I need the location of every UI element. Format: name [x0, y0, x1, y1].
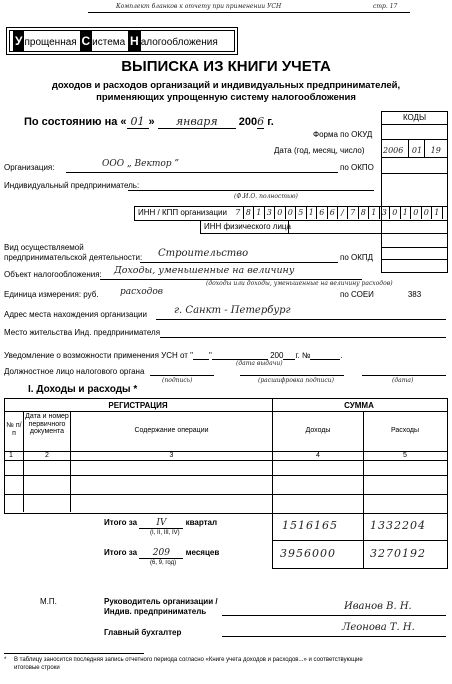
col-content-header: Содержание операции — [134, 427, 209, 434]
total-quarter-unit: квартал — [185, 518, 218, 527]
inn-person-divider — [288, 220, 289, 233]
usn-logo — [6, 27, 238, 55]
inn-digit-cell: 0 — [275, 206, 286, 219]
col-income-index: 4 — [316, 452, 320, 459]
as-of-label: По состоянию на — [24, 116, 118, 128]
total-period-unit: месяцев — [185, 548, 220, 557]
organization-value: ООО „ Вектор ” — [102, 159, 180, 169]
kpp-digit-cell: 1 — [401, 206, 412, 219]
notice-line: Уведомление о возможности применения УСН от " " 200 г. № . — [4, 351, 343, 360]
official-name-hint: (расшифровка подписи) — [258, 377, 334, 384]
date-divider — [424, 139, 425, 157]
head-label-2: Индив. предприниматель — [104, 607, 207, 616]
inn-digit-cell: 1 — [307, 206, 318, 219]
inn-digit-cell: 8 — [244, 206, 255, 219]
inn-digit-cell: 6 — [328, 206, 339, 219]
official-sign-hint: (подпись) — [162, 377, 193, 384]
inn-digit-cell: 0 — [286, 206, 297, 219]
total-quarter-expense: 1332204 — [370, 519, 426, 532]
notice-number-field[interactable] — [310, 350, 340, 360]
inn-digit-cell: 7 — [233, 206, 244, 219]
total-quarter-label: Итого за — [104, 518, 138, 527]
date-code-month: 01 — [411, 146, 423, 155]
accountant-signature-field[interactable] — [222, 622, 446, 637]
address-field[interactable] — [156, 305, 446, 320]
date-divider — [408, 139, 409, 157]
col-expense-header: Расходы — [390, 427, 420, 434]
totals-rule — [363, 512, 364, 568]
soei-label: по СОЕИ — [340, 290, 374, 299]
as-of-year-digit[interactable]: 6 — [257, 115, 265, 128]
as-of-date-line — [24, 115, 274, 129]
entrepreneur-label: Индивидуальный предприниматель: — [4, 181, 140, 190]
activity-field[interactable] — [140, 248, 338, 263]
official-signature-field[interactable] — [150, 365, 214, 376]
total-period-income: 3956000 — [280, 547, 336, 560]
logo-word-3: алогообложения — [140, 37, 218, 48]
tax-object-field[interactable] — [100, 265, 362, 280]
kpp-digit-cell: 0 — [390, 206, 401, 219]
soei-value: 383 — [407, 290, 422, 299]
codes-divider — [381, 173, 448, 174]
inn-digit-cell: 3 — [265, 206, 276, 219]
head-label-1: Руководитель организации / — [104, 597, 218, 606]
footnote-line-2: итоговые строки — [14, 665, 60, 671]
logo-letter-s: С — [80, 31, 93, 51]
col-income-header: Доходы — [305, 427, 331, 434]
organization-label: Организация: — [4, 163, 55, 172]
kpp-digit-cell: 1 — [369, 206, 380, 219]
inn-kpp-separator: / — [338, 206, 348, 219]
registration-header: РЕГИСТРАЦИЯ — [108, 401, 168, 410]
notice-hint: (дата выдачи) — [236, 360, 283, 367]
sum-header: СУММА — [344, 401, 374, 410]
totals-rule — [272, 540, 448, 541]
codes-header: КОДЫ — [381, 111, 448, 125]
inn-kpp-label: ИНН / КПП организации — [138, 208, 227, 217]
footnote-rule — [4, 653, 144, 654]
address-value: г. Санкт - Петербург — [174, 305, 291, 316]
document-subtitle-1: доходов и расходов организаций и индивидуальных предпринимателей, — [51, 80, 401, 91]
kpp-digit-cell: 3 — [380, 206, 391, 219]
section-title — [28, 384, 137, 395]
logo-letter-n: Н — [128, 31, 141, 51]
entrepreneur-field[interactable] — [128, 179, 374, 191]
notice-number-sign: № — [301, 351, 311, 360]
total-period-label: Итого за — [104, 548, 138, 557]
tax-object-value-1: Доходы, уменьшенные на величину — [114, 265, 295, 276]
kpp-digit-cell: 8 — [359, 206, 370, 219]
notice-year-field[interactable] — [283, 350, 295, 360]
notice-quote: " — [209, 351, 212, 360]
activity-label-2: предпринимательской деятельности: — [4, 253, 143, 262]
footnote-star: * — [4, 657, 7, 663]
col-number-header: № п/п — [6, 422, 22, 437]
notice-label: Уведомление о возможности применения УСН от " — [4, 351, 194, 360]
codes-divider — [381, 259, 448, 260]
as-of-open-quote: « — [120, 116, 127, 128]
col-content-index: 3 — [169, 452, 174, 459]
inn-digit-cell: 1 — [254, 206, 265, 219]
total-quarter-income: 1516165 — [282, 519, 338, 532]
kpp-digit-cell: 0 — [411, 206, 422, 219]
accountant-label: Главный бухгалтер — [104, 628, 182, 637]
header-page-number: стр. 17 — [373, 3, 398, 10]
kpp-digit-cell: 0 — [422, 206, 433, 219]
official-name-field[interactable] — [240, 365, 344, 376]
stamp-place: М.П. — [40, 597, 57, 606]
total-period-value[interactable]: 209 — [139, 548, 183, 559]
unit-label: Единица измерения: руб. — [4, 290, 99, 299]
total-period-hint: (6, 9, год) — [150, 560, 177, 566]
head-signature: Иванов В. Н. — [344, 601, 412, 612]
tax-object-label: Объект налогообложения: — [4, 270, 102, 279]
logo-letter-u: У — [13, 31, 24, 51]
notice-year-suffix: г. — [295, 351, 300, 360]
as-of-year-prefix: 200 — [238, 116, 258, 128]
tax-object-value-2: расходов — [120, 287, 164, 297]
head-signature-field[interactable] — [222, 601, 446, 616]
notice-month-field[interactable] — [212, 350, 268, 360]
total-quarter-row — [104, 518, 217, 529]
official-date-hint: (дата) — [392, 377, 414, 384]
total-period-expense: 3270192 — [370, 547, 426, 560]
inn-digit-cell: 5 — [296, 206, 307, 219]
okpd-label: по ОКПД — [340, 253, 374, 262]
official-label: Должностное лицо налогового органа — [4, 367, 145, 376]
total-quarter-hint: (I, II, III, IV) — [150, 530, 180, 536]
section-star: * — [133, 384, 138, 395]
date-code-label: Дата (год, месяц, число) — [274, 146, 365, 155]
activity-label-1: Вид осуществляемой — [4, 243, 84, 252]
official-date-field[interactable] — [362, 365, 446, 376]
col-number-index: 1 — [9, 452, 13, 459]
header-rule — [88, 12, 410, 13]
inn-digit-cell: 6 — [317, 206, 328, 219]
as-of-year-suffix: г. — [267, 116, 274, 128]
codes-divider — [381, 247, 448, 248]
codes-divider — [381, 157, 448, 158]
document-subtitle-2: применяющих упрощенную систему налогообложения — [96, 92, 356, 103]
logo-word-2: истема — [92, 37, 126, 48]
date-code-value[interactable] — [383, 146, 441, 155]
col-expense-index: 5 — [403, 452, 407, 459]
kpp-digit-cell: 7 — [348, 206, 359, 219]
document-title: ВЫПИСКА ИЗ КНИГИ УЧЕТА — [121, 58, 331, 75]
section-title-text: I. Доходы и расходы — [28, 384, 131, 395]
kpp-digit-cell: 1 — [432, 206, 443, 219]
codes-divider — [381, 139, 448, 140]
address-label: Адрес места нахождения организации — [4, 310, 147, 319]
col-date-index: 2 — [45, 452, 49, 459]
entrepreneur-hint: (Ф.И.О. полностью) — [234, 193, 298, 200]
as-of-day[interactable]: 01 — [127, 115, 149, 129]
logo-word-1: прощенная — [24, 37, 77, 48]
col-date-header: Дата и номер первичного документа — [25, 413, 69, 435]
accountant-signature: Леонова Т. Н. — [342, 622, 415, 633]
tax-object-hint: (доходы или доходы, уменьшенные на величину расходов) — [206, 280, 393, 287]
activity-value: Строительство — [158, 248, 249, 259]
organization-field[interactable] — [66, 161, 338, 173]
notice-year-prefix: 200 — [270, 351, 284, 360]
inn-person-label: ИНН физического лица — [204, 222, 291, 231]
residence-label: Место жительства Инд. предпринимателя — [4, 328, 161, 337]
footnote-line-1: В таблицу заносится последняя запись отчетного периода согласно «Книге учета доходов и расходов...» и соответствующие — [14, 657, 363, 663]
date-code-year: 2006 — [383, 146, 404, 155]
okud-label: Форма по ОКУД — [313, 130, 373, 139]
header-kit-note: Комплект бланков к отчету при применении УСН — [116, 3, 282, 10]
inn-kpp-cells[interactable] — [233, 206, 446, 219]
as-of-close-quote: » — [148, 116, 155, 128]
notice-day-field[interactable] — [193, 350, 209, 360]
residence-field[interactable] — [160, 326, 446, 338]
total-quarter-value[interactable]: IV — [139, 518, 183, 529]
okpo-label: по ОКПО — [340, 163, 374, 172]
total-period-row — [104, 548, 219, 559]
date-code-day: 19 — [430, 146, 441, 155]
as-of-month[interactable]: января — [158, 115, 236, 129]
